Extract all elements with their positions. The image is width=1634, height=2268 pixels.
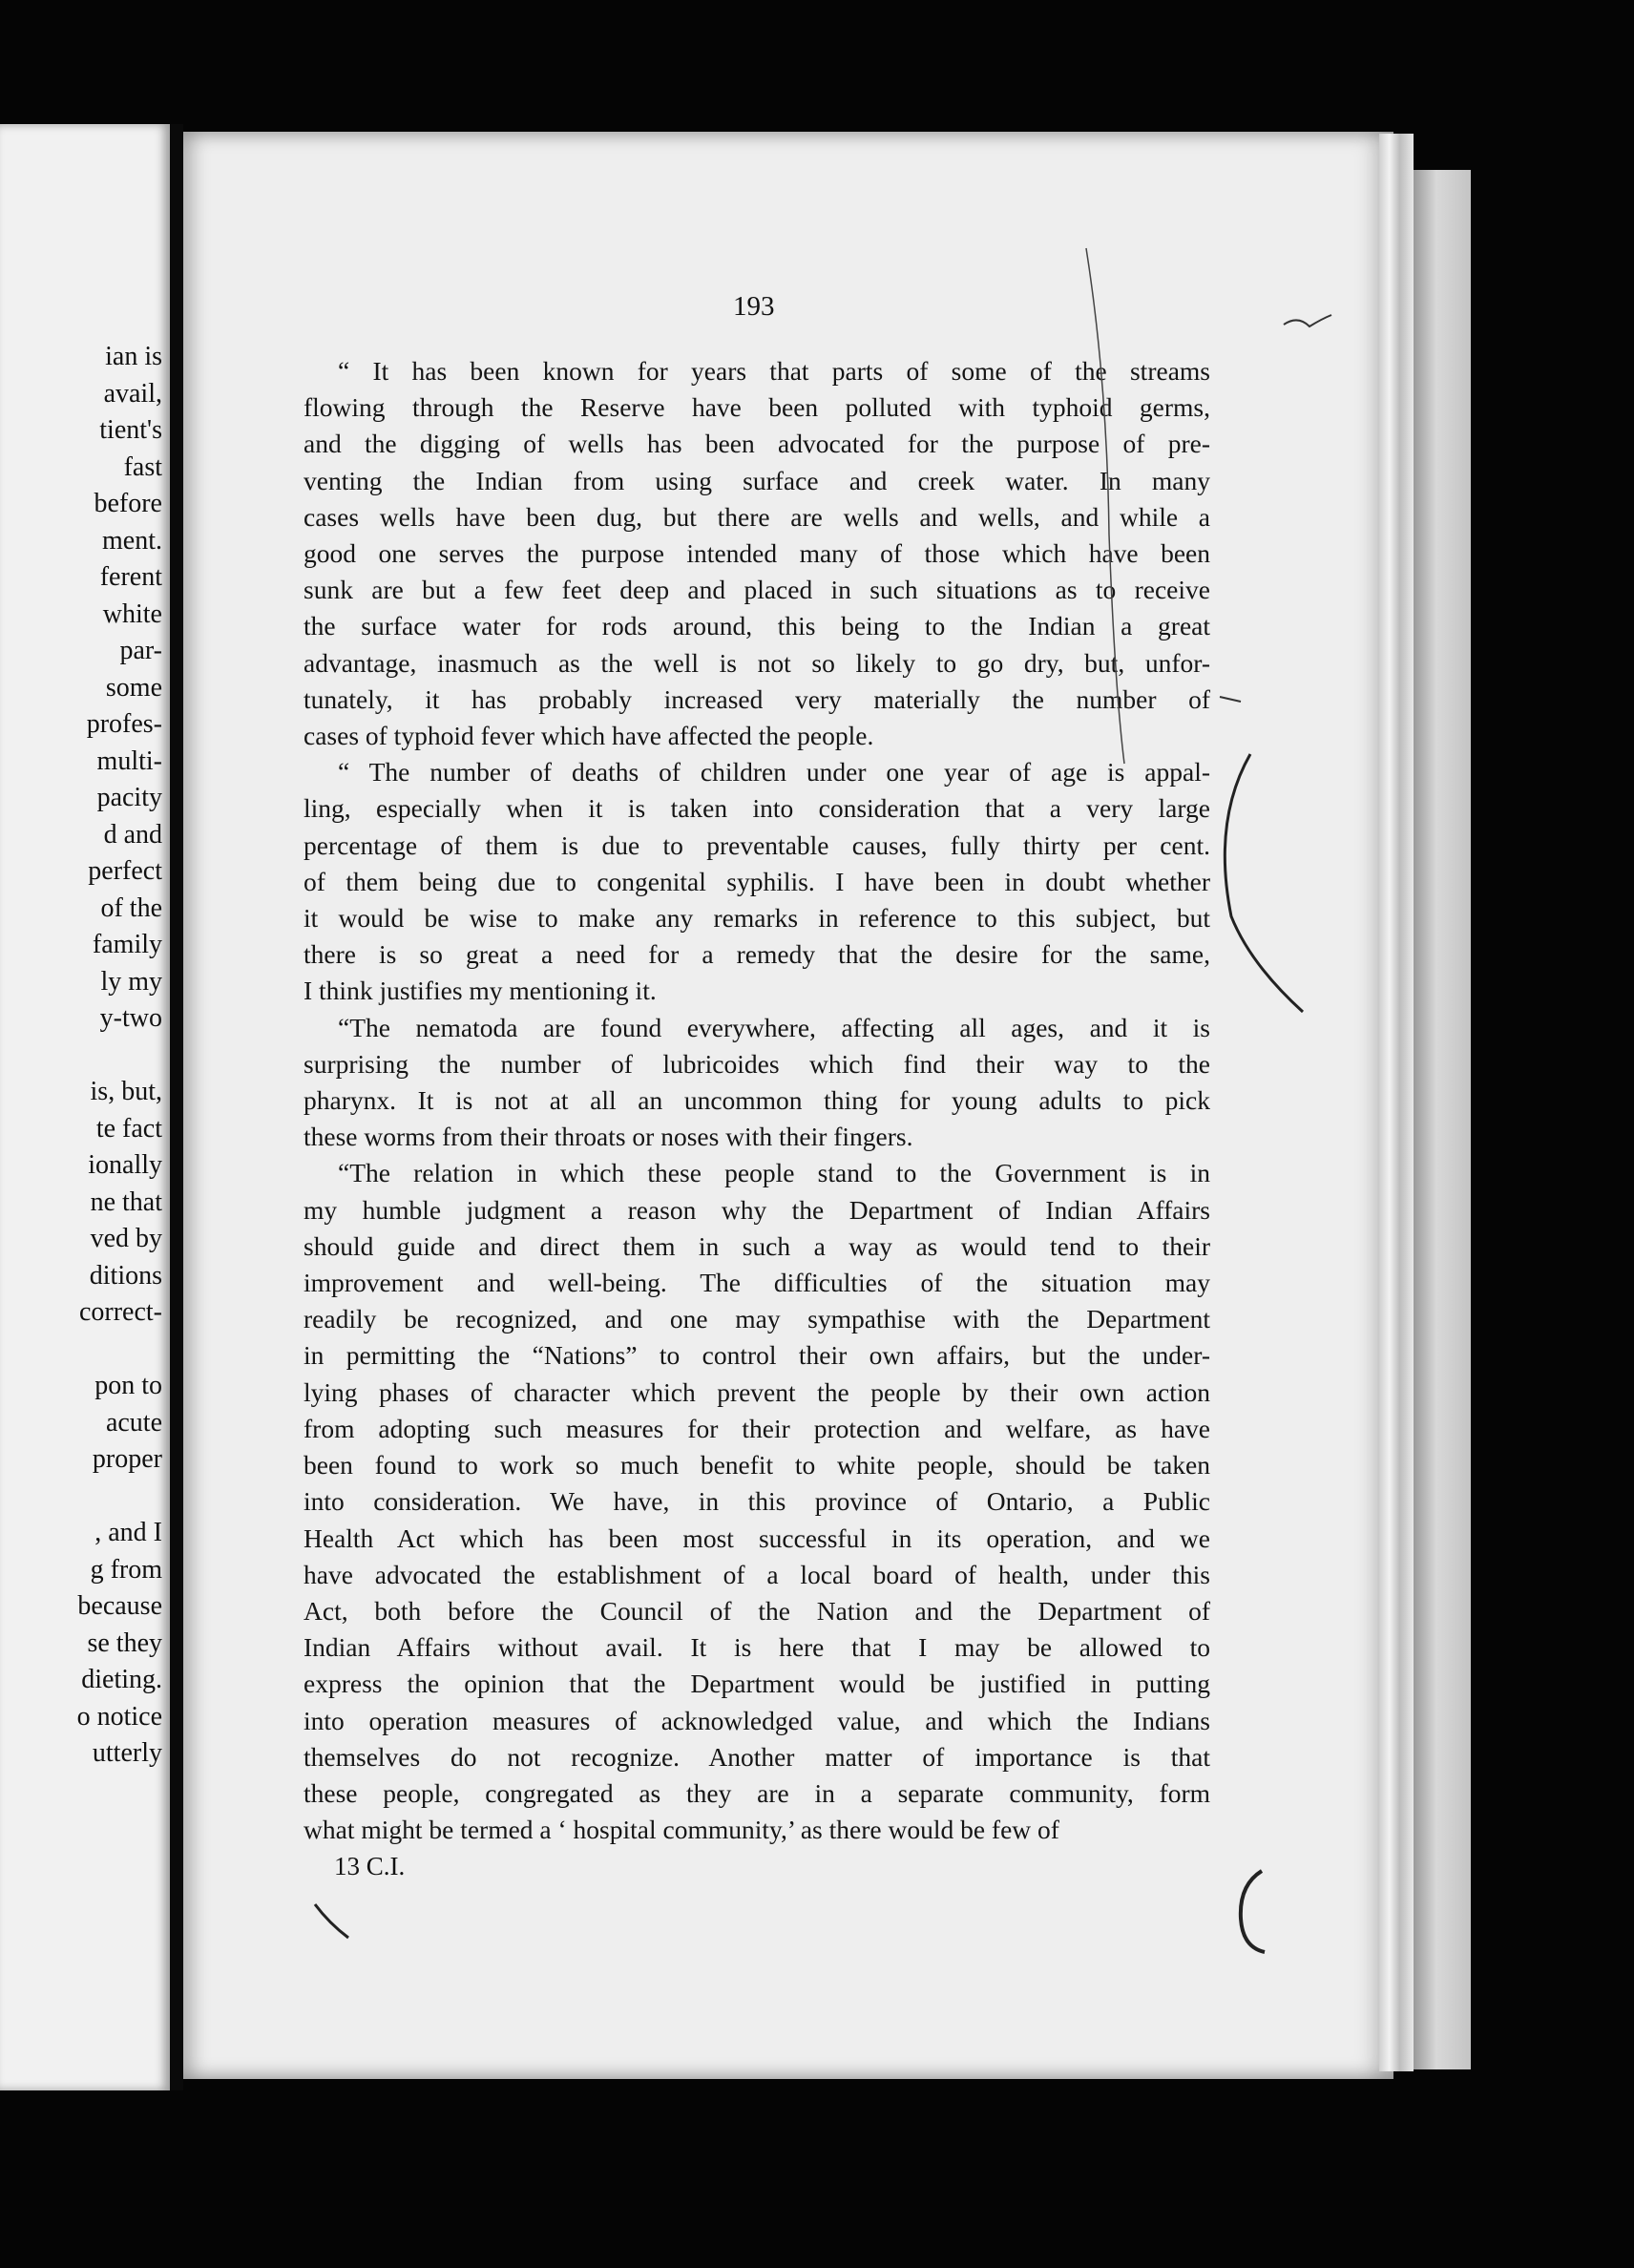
text-line: been found to work so much benefit to white people, should be taken [304,1450,1210,1480]
text-line: should guide and direct them in such a way as would tend to their [304,1230,1210,1261]
left-page-line: ferent [99,562,162,592]
signature-mark: 13 C.I. [334,1852,406,1880]
text-line: cases wells have been dug, but there are wells and wells, and while a [304,501,1210,532]
left-page-line: y-two [99,1003,162,1033]
text-line: venting the Indian from using surface and creek water. In many [304,465,1210,495]
left-page-line: g from [90,1554,162,1585]
left-page-line: family [92,930,162,959]
text-line: I think justifies my mentioning it. [304,976,657,1006]
text-line: “The nematoda are found everywhere, affecting all ages, and it is [338,1012,1210,1042]
text-line: into consideration. We have, in this province of Ontario, a Public [304,1486,1210,1517]
text-line: flowing through the Reserve have been polluted with typhoid germs, [304,392,1210,423]
text-line: the surface water for rods around, this being to the Indian a great [304,611,1210,641]
left-page-line: dieting. [81,1665,162,1694]
left-page-line: utterly [92,1738,162,1768]
text-line: good one serves the purpose intended many of those which have been [304,538,1210,569]
left-page-line: ne that [90,1186,162,1217]
text-line: readily be recognized, and one may sympathise with the Department [304,1304,1210,1334]
text-line: there is so great a need for a remedy that the desire for the same, [304,939,1210,970]
left-page-line: par- [119,636,162,665]
text-line: percentage of them is due to preventable causes, fully thirty per cent. [304,830,1210,860]
text-line: Indian Affairs without avail. It is here that I may be allowed to [304,1632,1210,1663]
text-line: from adopting such measures for their protection and welfare, as have [304,1413,1210,1443]
text-line: tunately, it has probably increased very materially the number of [304,683,1210,714]
text-line: pharynx. It is not at all an uncommon thing for young adults to pick [304,1085,1210,1116]
left-page-line: acute [105,1407,162,1438]
left-page-line: tient's [99,415,162,445]
text-line: sunk are but a few feet deep and placed in such situations as to receive [304,575,1210,605]
left-page-line: fast [123,452,162,482]
left-page-line: is, but, [90,1077,162,1106]
margin-bracket-mark-lower [1241,1871,1265,1952]
left-page-line: ian is [105,342,162,371]
left-page-line: d and [103,819,162,850]
text-line: lying phases of character which prevent the people by their own action [304,1376,1210,1407]
text-line: “ It has been known for years that parts of some of the streams [338,356,1210,386]
pencil-check-mark [315,1904,348,1938]
left-page-line: se they [87,1628,162,1658]
left-page-line: o notice [76,1701,162,1732]
left-page-line: ment. [102,525,162,556]
text-line: my humble judgment a reason why the Department of Indian Affairs [304,1194,1210,1225]
left-page-line: ditions [89,1260,162,1291]
left-page-line: pon to [94,1371,162,1400]
text-line: these people, congregated as they are in a separate community, form [304,1777,1210,1808]
left-page-line: profes- [86,709,162,739]
text-line: what might be termed a ‘ hospital community,’ as there would be few of [304,1815,1059,1845]
text-line: advantage, inasmuch as the well is not so likely to go dry, but, unfor- [304,647,1210,678]
left-page-line: multi- [96,746,162,776]
text-line: it would be wise to make any remarks in reference to this subject, but [304,903,1210,934]
text-line: improvement and well-being. The difficulties of the situation may [304,1268,1210,1298]
left-page-line: some [105,672,162,703]
left-page-line: white [102,598,162,629]
text-line: themselves do not recognize. Another matter of importance is that [304,1741,1210,1772]
pencil-tick-mark [1220,697,1241,702]
text-line: “ The number of deaths of children under one year of age is appal- [338,757,1210,788]
text-line: “The relation in which these people stand to the Government is in [338,1158,1210,1188]
left-page-line: of the [100,892,162,923]
text-line: of them being due to congenital syphilis. I have been in doubt whether [304,866,1210,896]
margin-bracket-mark [1225,754,1303,1012]
left-page-line: avail, [103,378,162,409]
left-page-line: te fact [95,1113,162,1144]
left-page-line: ved by [90,1224,162,1253]
left-page-line: ionally [88,1150,162,1180]
text-line: surprising the number of lubricoides which find their way to the [304,1048,1210,1079]
text-line: into operation measures of acknowledged value, and which the Indians [304,1705,1210,1735]
left-page-line: before [94,489,162,518]
pencil-line-mark [1086,248,1124,764]
left-page-line: perfect [88,856,162,886]
text-line: Health Act which has been most successful in its operation, and we [304,1522,1210,1553]
left-page-line: , and I [94,1518,162,1547]
text-line: have advocated the establishment of a local board of health, under this [304,1559,1210,1589]
left-page-line: ly my [100,966,162,997]
page-number: 193 [733,291,775,322]
text-line: Act, both before the Council of the Nation and the Department of [304,1595,1210,1626]
text-line: cases of typhoid fever which have affected the people. [304,721,874,751]
text-line: in permitting the “Nations” to control their own affairs, but the under- [304,1340,1210,1371]
text-line: these worms from their throats or noses with their fingers. [304,1122,913,1152]
left-page-line: because [77,1591,162,1621]
left-page-line: pacity [96,783,162,812]
text-line: and the digging of wells has been advocated for the purpose of pre- [304,429,1210,459]
pencil-squiggle-mark [1284,315,1331,326]
text-line: ling, especially when it is taken into consideration that a very large [304,793,1210,824]
left-page-line: correct- [78,1297,162,1327]
left-page-line: proper [92,1444,162,1474]
text-line: express the opinion that the Department would be justified in putting [304,1669,1210,1699]
